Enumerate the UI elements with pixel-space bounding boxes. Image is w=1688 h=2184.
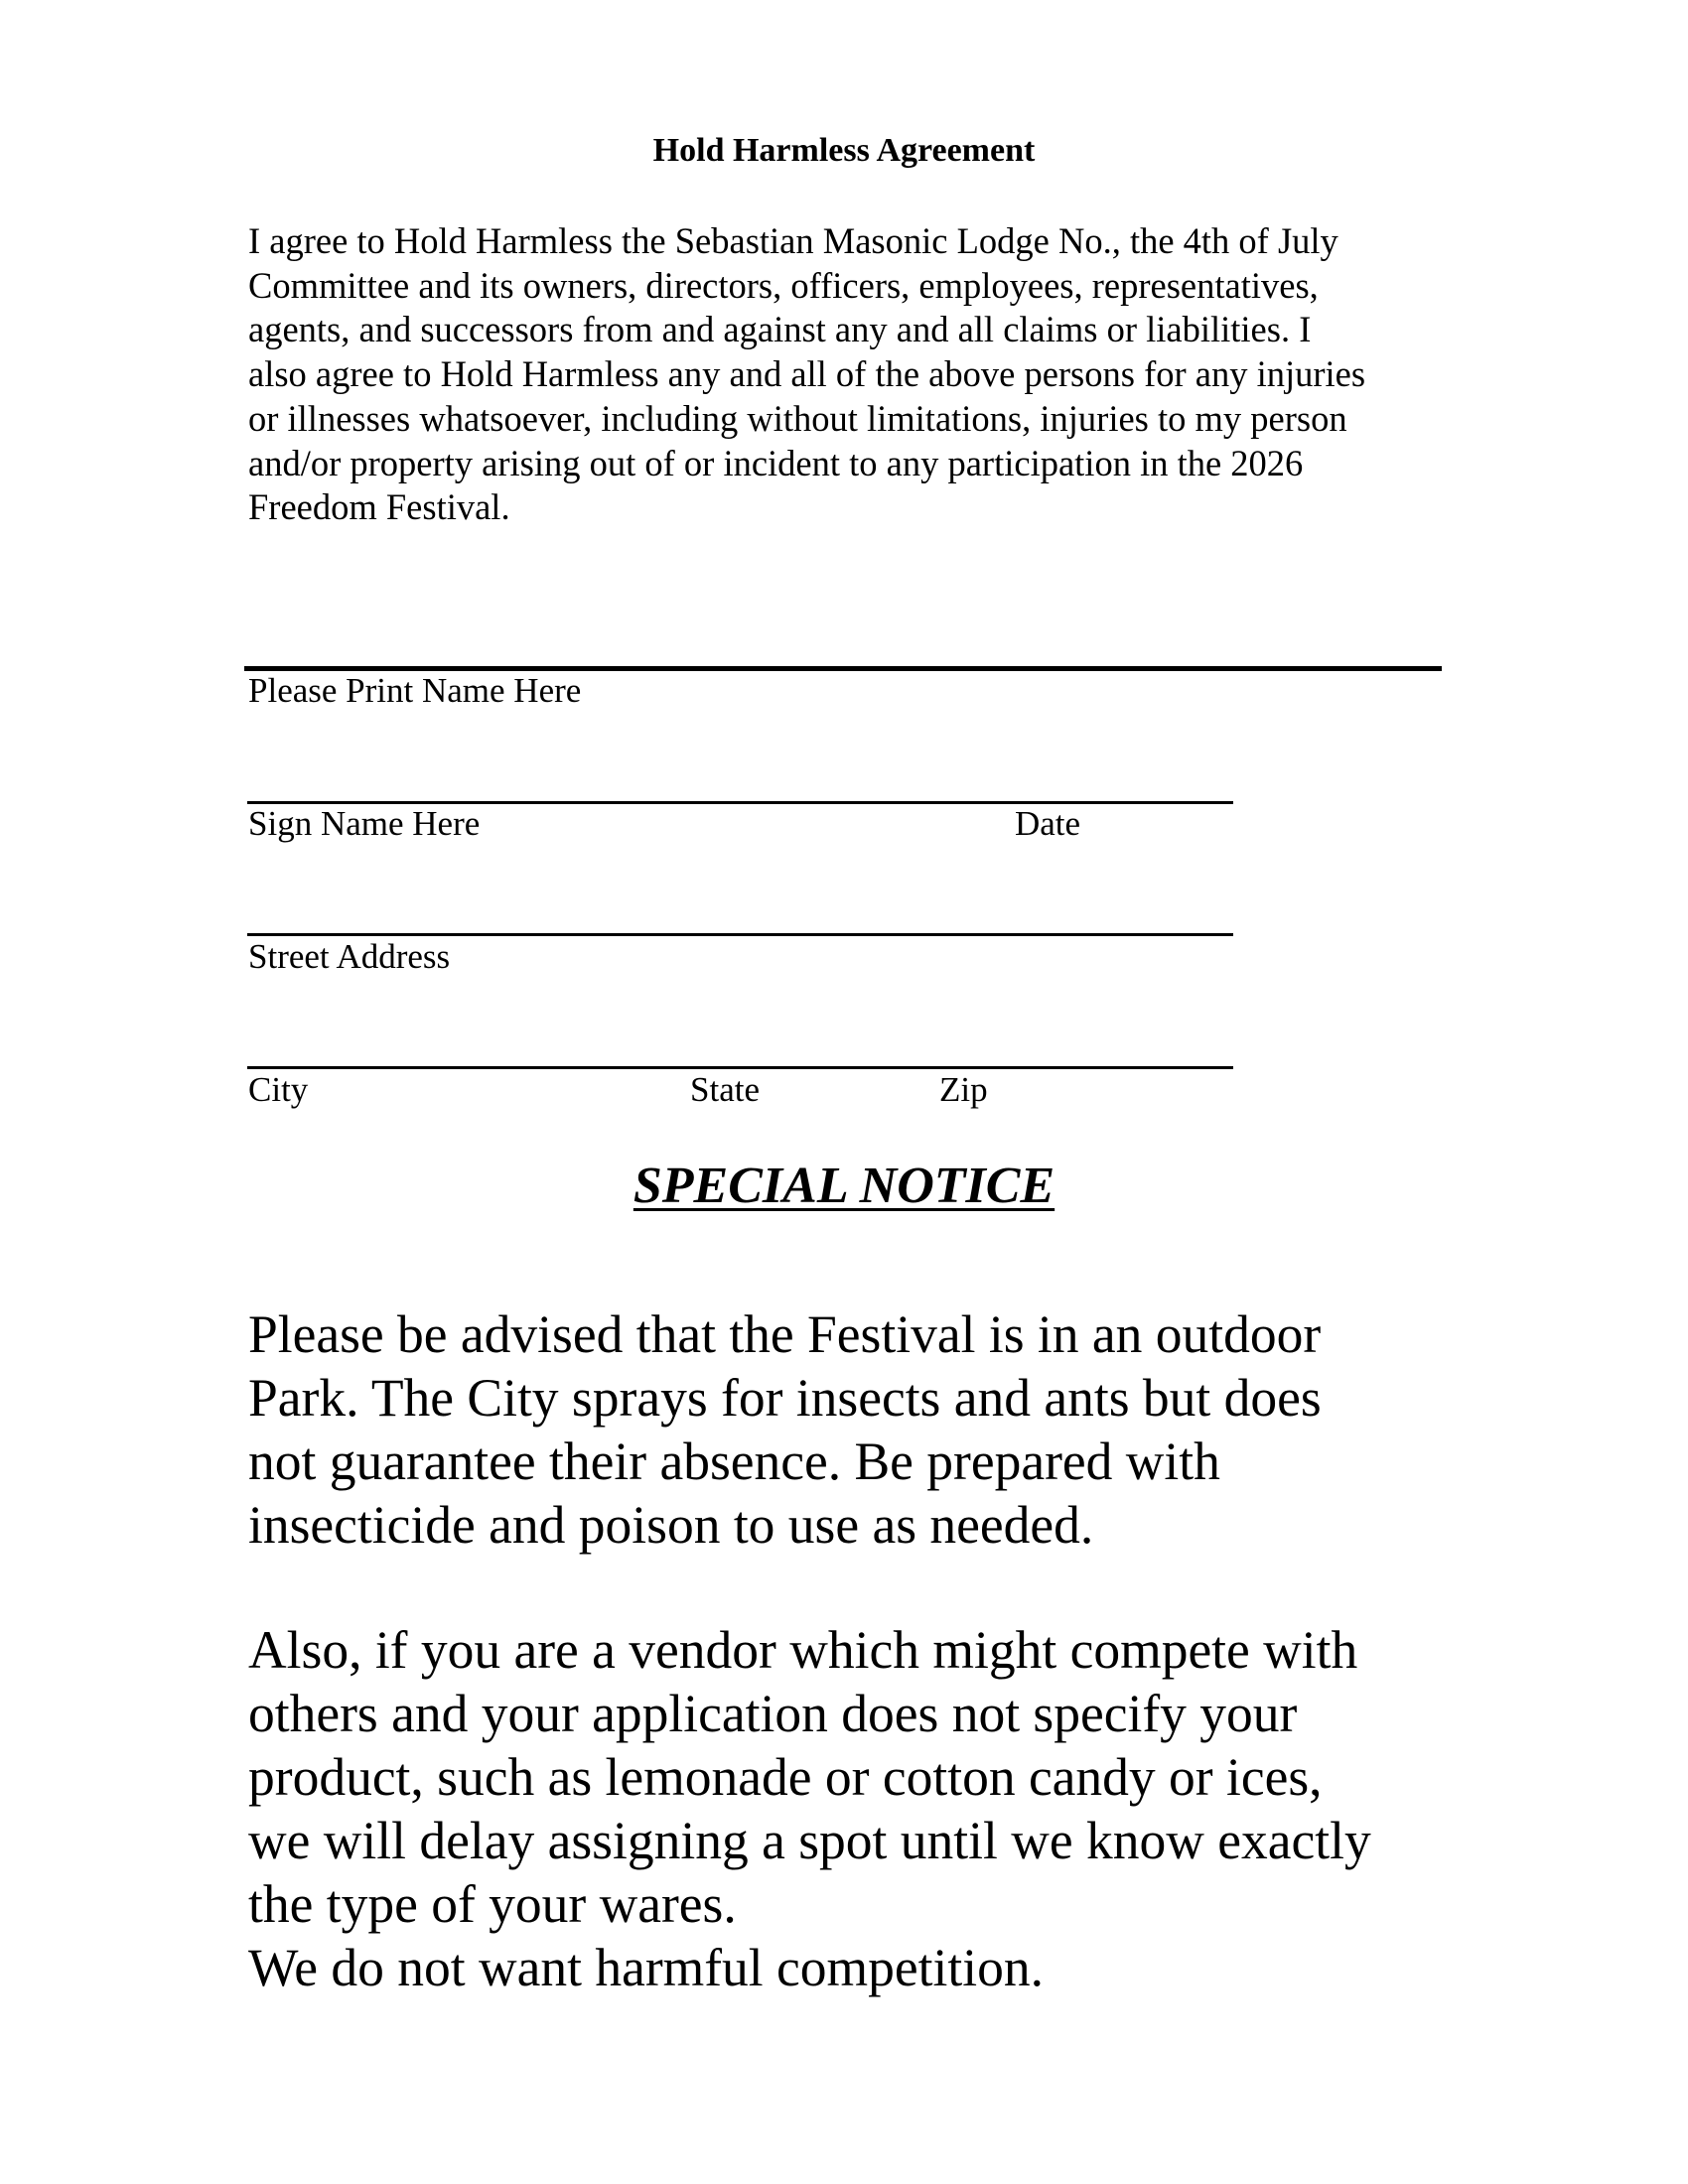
notice-line: product, such as lemonade or cotton candy or ices, (248, 1747, 1323, 1807)
notice-line: others and your application does not specify your (248, 1684, 1298, 1743)
agreement-line: and/or property arising out of or incident to any participation in the 2026 (248, 442, 1304, 483)
document-title: Hold Harmless Agreement (652, 132, 1036, 169)
zip-label: Zip (939, 1070, 988, 1109)
notice-line: the type of your wares. (248, 1874, 737, 1934)
special-notice-text: SPECIAL NOTICE (633, 1158, 1055, 1214)
notice-line: insecticide and poison to use as needed. (248, 1495, 1094, 1555)
agreement-paragraph (248, 219, 1365, 530)
notice-paragraph-vendors (248, 1618, 1371, 1999)
sign-name-label: Sign Name Here (248, 804, 481, 843)
agreement-line: also agree to Hold Harmless any and all of the above persons for any injuries (248, 353, 1366, 395)
notice-line: not guarantee their absence. Be prepared with (248, 1432, 1220, 1491)
special-notice-heading (0, 1157, 1688, 1216)
notice-line: We do not want harmful competition. (248, 1938, 1044, 1997)
agreement-line: Committee and its owners, directors, officers, employees, representatives, (248, 264, 1319, 306)
city-state-zip-line[interactable] (247, 1066, 1233, 1069)
print-name-label: Please Print Name Here (248, 671, 582, 710)
agreement-line: agents, and successors from and against any and all claims or liabilities. I (248, 309, 1312, 350)
city-label: City (248, 1070, 309, 1109)
notice-line: Please be advised that the Festival is in an outdoor (248, 1304, 1322, 1364)
notice-line: Park. The City sprays for insects and ants but does (248, 1368, 1322, 1428)
notice-line: we will delay assigning a spot until we know exactly (248, 1811, 1371, 1870)
state-label: State (690, 1070, 760, 1109)
street-address-line[interactable] (247, 933, 1233, 936)
notice-paragraph-insects (248, 1302, 1322, 1557)
agreement-line: Freedom Festival. (248, 486, 510, 528)
date-label: Date (1015, 804, 1081, 843)
agreement-line: I agree to Hold Harmless the Sebastian Masonic Lodge No., the 4th of July (248, 220, 1338, 261)
agreement-line: or illnesses whatsoever, including without limitations, injuries to my person (248, 397, 1347, 439)
street-address-label: Street Address (248, 937, 451, 976)
notice-line: Also, if you are a vendor which might compete with (248, 1620, 1358, 1680)
